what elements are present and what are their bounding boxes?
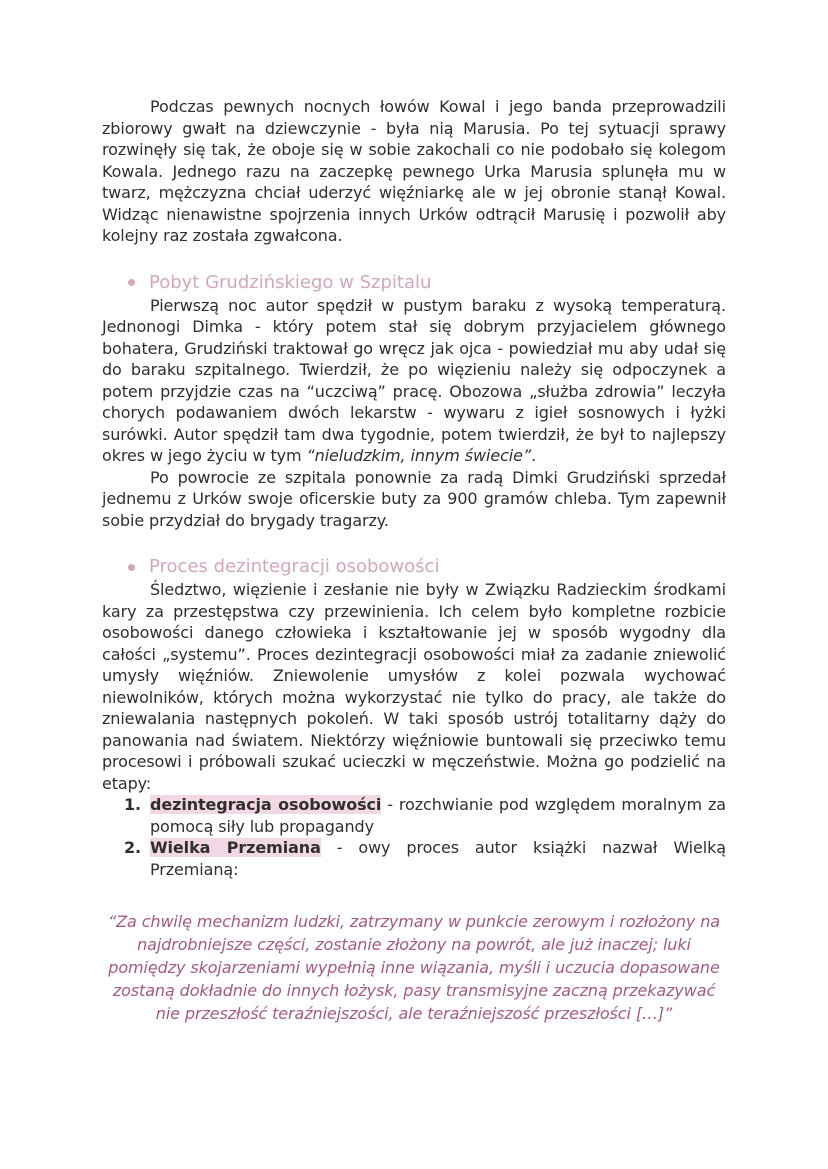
list-description: - owy proces autor książki nazwał Wielką Przemianą: xyxy=(150,838,726,879)
section-heading-disintegration xyxy=(102,555,726,579)
intro-paragraph: Podczas pewnych nocnych łowów Kowal i jego banda przeprowadzili zbiorowy gwałt na dziewczynie - była nią Marusia. Po tej sytuacji sprawy rozwinęły się tak, że oboje się w sobie zakochali co nie podobało się kolegom Kowala. Jednego razu na zaczepkę pewnego Urka Marusia splunęła mu w twarz, mężczyzna chciał uderzyć więźniarkę ale w jej obronie stanął Kowal. Widząc nienawistne spojrzenia innych Urków odtrącił Marusię i pozwolił aby kolejny raz została zgwałcona. xyxy=(102,97,726,245)
list-item xyxy=(102,794,726,837)
list-item xyxy=(102,837,726,880)
section-heading-text: Proces dezintegracji osobowości xyxy=(149,556,440,577)
list-description: - rozchwianie pod względem moralnym za pomocą siły lub propagandy xyxy=(150,795,726,836)
highlighted-term: dezintegracja osobowości xyxy=(150,795,382,814)
stages-list xyxy=(102,794,726,880)
section-heading-text: Pobyt Grudzińskiego w Szpitalu xyxy=(149,271,432,293)
book-quote: “Za chwilę mechanizm ludzki, zatrzymany w punkcie zerowym i rozłożony na najdrobniejsze części, zostanie złożony na powrót, ale już inaczej; luki pomiędzy skojarzeniami wypełnią inne wiązania, myśli i uczucia dopasowane zostaną dokładnie do innych łożysk, pasy transmisyjne zaczną przekazywać nie przeszłość teraźniejszości, ale teraźniejszość przeszłości […]” xyxy=(107,912,721,1023)
bullet-icon xyxy=(128,564,135,571)
section-heading-hospital xyxy=(102,271,726,295)
hospital-paragraph-end: . xyxy=(531,446,537,465)
hospital-paragraph-quote: “nieludzkim, innym świecie” xyxy=(306,446,532,465)
highlighted-term: Wielka Przemiana xyxy=(150,838,321,857)
disintegration-paragraph: Śledztwo, więzienie i zesłanie nie były w Związku Radzieckim środkami kary za przestępstwa czy przewinienia. Ich celem było kompletne rozbicie osobowości danego człowieka i kształtowanie jej w sposób wygodny dla całości „systemu”. Proces dezintegracji osobowości miał za zadanie zniewolić umysły więźniów. Zniewolenie umysłów z kolei pozwala wychować niewolników, których można wykorzystać nie tylko do pracy, ale także do zniewalania następnych pokoleń. W taki sposób ustrój totalitarny dąży do panowania nad światem. Niektórzy więźniowie buntowali się przeciwko temu procesowi i próbowali szukać ucieczki w męczeństwie. Można go podzielić na etapy: xyxy=(102,580,726,793)
list-number: 2. xyxy=(124,838,142,857)
hospital-paragraph xyxy=(102,295,726,467)
bullet-icon xyxy=(128,279,135,286)
boots-paragraph: Po powrocie ze szpitala ponownie za radą Dimki Grudziński sprzedał jednemu z Urków swoje oficerskie buty za 900 gramów chleba. Tym zapewnił sobie przydział do brygady tragarzy. xyxy=(102,467,726,530)
list-number: 1. xyxy=(124,795,142,814)
hospital-paragraph-text: Pierwszą noc autor spędził w pustym baraku z wysoką temperaturą. Jednonogi Dimka - który potem stał się dobrym przyjacielem głównego bohatera, Grudziński traktował go wręcz jak ojca - powiedział mu aby udał się do baraku szpitalnego. Twierdził, że po więzieniu należy się odpoczynek a potem przyjdzie czas na “uczciwą” pracę. Obozowa „służba zdrowia” leczyła chorych podawaniem dwóch lekarstw - wywaru z igieł sosnowych i łyżki surówki. Autor spędził tam dwa tygodnie, potem twierdził, że był to najlepszy okres w jego życiu w tym xyxy=(102,295,726,465)
